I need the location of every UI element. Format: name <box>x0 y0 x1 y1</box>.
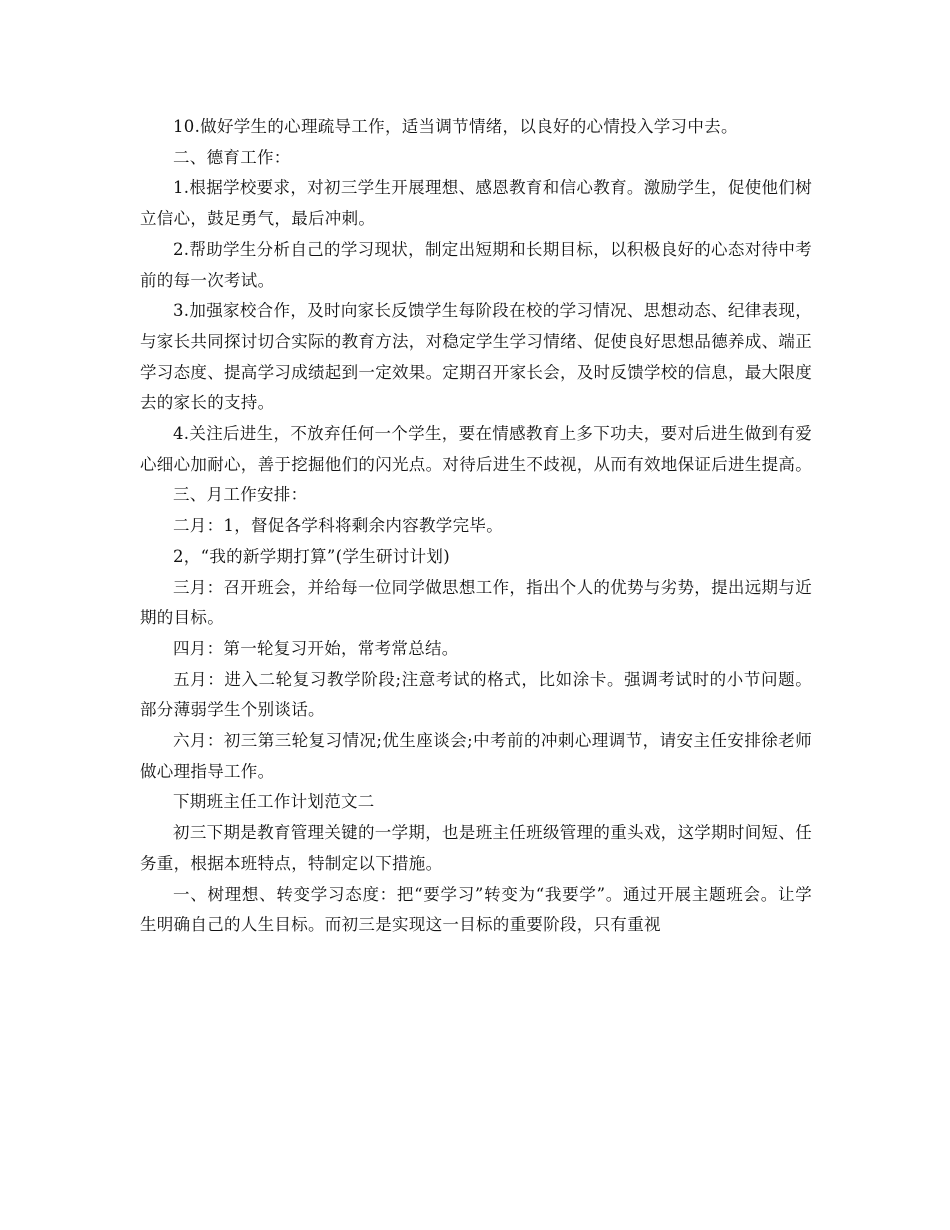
section-heading: 二、德育工作： <box>173 147 291 167</box>
document-body <box>140 112 812 941</box>
paragraph: 2.帮助学生分析自己的学习现状，制定出短期和长期目标，以积极良好的心态对待中考前的每一次考试。 <box>140 239 812 290</box>
paragraph: 2，“我的新学期打算”(学生研讨计划) <box>173 546 450 566</box>
paragraph: 10.做好学生的心理疏导工作，适当调节情绪，以良好的心情投入学习中去。 <box>173 117 738 136</box>
section-heading: 三、月工作安排： <box>173 485 308 505</box>
paragraph: 五月：进入二轮复习教学阶段;注意考试的格式，比如涂卡。强调考试时的小节问题。部分薄弱学生个别谈话。 <box>140 669 812 720</box>
paragraph: 3.加强家校合作，及时向家长反馈学生每阶段在校的学习情况、思想动态、纪律表现，与家长共同探讨切合实际的教育方法，对稳定学生学习情绪、促使良好思想品德养成、端正学习态度、提高学习成绩起到一定效果。定期召开家长会，及时反馈学校的信息，最大限度去的家长的支持。 <box>140 301 812 413</box>
paragraph: 二月：1，督促各学科将剩余内容教学完毕。 <box>173 516 503 536</box>
paragraph: 4.关注后进生，不放弃任何一个学生，要在情感教育上多下功夫，要对后进生做到有爱心细心加耐心，善于挖掘他们的闪光点。对待后进生不歧视，从而有效地保证后进生提高。 <box>140 424 812 474</box>
section-heading: 下期班主任工作计划范文二 <box>173 792 375 812</box>
paragraph: 四月：第一轮复习开始，常考常总结。 <box>173 638 459 658</box>
paragraph: 一、树理想、转变学习态度：把“要学习”转变为“我要学”。通过开展主题班会。让学生明确自己的人生目标。而初三是实现这一目标的重要阶段，只有重视 <box>140 884 812 935</box>
paragraph: 1.根据学校要求，对初三学生开展理想、感恩教育和信心教育。激励学生，促使他们树立信心，鼓足勇气，最后冲刺。 <box>140 178 812 229</box>
paragraph: 三月：召开班会，并给每一位同学做思想工作，指出个人的优势与劣势，提出远期与近期的目标。 <box>140 577 812 628</box>
paragraph: 六月：初三第三轮复习情况;优生座谈会;中考前的冲刺心理调节，请安主任安排徐老师做心理指导工作。 <box>140 731 812 781</box>
paragraph: 初三下期是教育管理关键的一学期，也是班主任班级管理的重头戏，这学期时间短、任务重，根据本班特点，特制定以下措施。 <box>140 823 812 873</box>
